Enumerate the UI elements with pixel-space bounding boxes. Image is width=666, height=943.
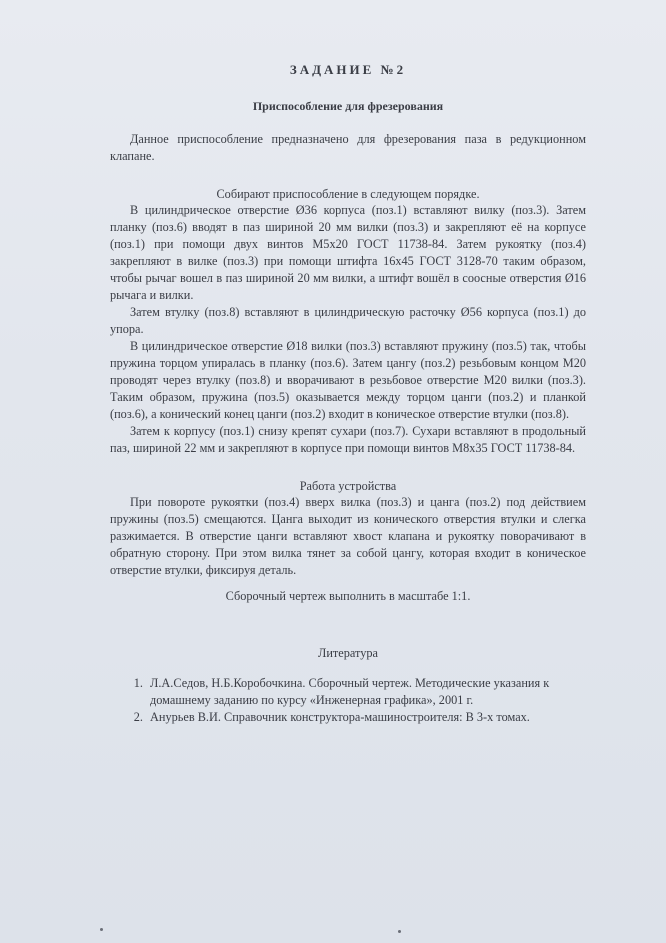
operation-paragraph: При повороте рукоятки (поз.4) вверх вилка (поз.3) и цанга (поз.2) под действием пружины (поз.5) смещаются. Цанга выходит из конического отверстия втулки и слегка разжимается. В отверстие цанги вставляют хвост клапана и рукоятку поворачивают в обратную сторону. При этом вилка тянет за собой цангу, которая входит в коническое отверстие втулки, фиксируя деталь.: [110, 495, 586, 577]
paper-speck: [100, 928, 103, 931]
assembly-paragraph: В цилиндрическое отверстие Ø18 вилки (поз.3) вставляют пружину (поз.5) так, чтобы пружина торцом упиралась в планку (поз.6). Затем цангу (поз.2) резьбовым концом М20 проводят через втулку (поз.8) и вворачивают в резьбовое отверстие М20 вилки (поз.3). Таким образом, пружина (поз.5) оказывается между торцом цанги (поз.2) и планкой (поз.6), а конический конец цанги (поз.2) входит в коническое отверстие втулки (поз.8).: [110, 339, 586, 421]
literature-item: 1. Л.А.Седов, Н.Б.Коробочкина. Сборочный чертеж. Методические указания к домашнему заданию по курсу «Инженерная графика», 2001 г.: [146, 675, 586, 709]
paper-speck: [398, 930, 401, 933]
literature-list: [110, 675, 586, 726]
assembly-paragraph: В цилиндрическое отверстие Ø36 корпуса (поз.1) вставляют вилку (поз.3). Затем планку (поз.6) вводят в паз шириной 20 мм вилки (поз.3) и закрепляют её на корпусе (поз.1) при помощи двух винтов М5х20 ГОСТ 11738-84. Затем рукоятку (поз.4) закрепляют в вилке (поз.3) при помощи штифта 16х45 ГОСТ 3128-70 таким образом, чтобы рычаг вошел в паз шириной 20 мм вилки, а штифт вошёл в соосные отверстия Ø16 рычага и вилки.: [110, 203, 586, 302]
literature-item: 2. Анурьев В.И. Справочник конструктора-машиностроителя: В 3-х томах.: [146, 709, 586, 726]
assembly-paragraph: Затем к корпусу (поз.1) снизу крепят сухари (поз.7). Сухари вставляют в продольный паз, шириной 22 мм и закрепляют в корпусе при помощи винтов М8х35 ГОСТ 11738-84.: [110, 424, 586, 455]
assembly-heading: Собирают приспособление в следующем порядке.: [216, 187, 480, 201]
operation-heading: Работа устройства: [299, 479, 397, 493]
assembly-paragraph: Затем втулку (поз.8) вставляют в цилиндрическую расточку Ø56 корпуса (поз.1) до упора.: [110, 305, 586, 336]
scale-note: Сборочный чертеж выполнить в масштабе 1:1.: [225, 589, 471, 603]
assignment-subtitle: Приспособление для фрезерования: [252, 99, 444, 113]
assignment-title: ЗАДАНИЕ №2: [289, 62, 407, 77]
literature-heading: Литература: [317, 646, 378, 660]
intro-paragraph: Данное приспособление предназначено для фрезерования паза в редукционном клапане.: [110, 132, 586, 163]
